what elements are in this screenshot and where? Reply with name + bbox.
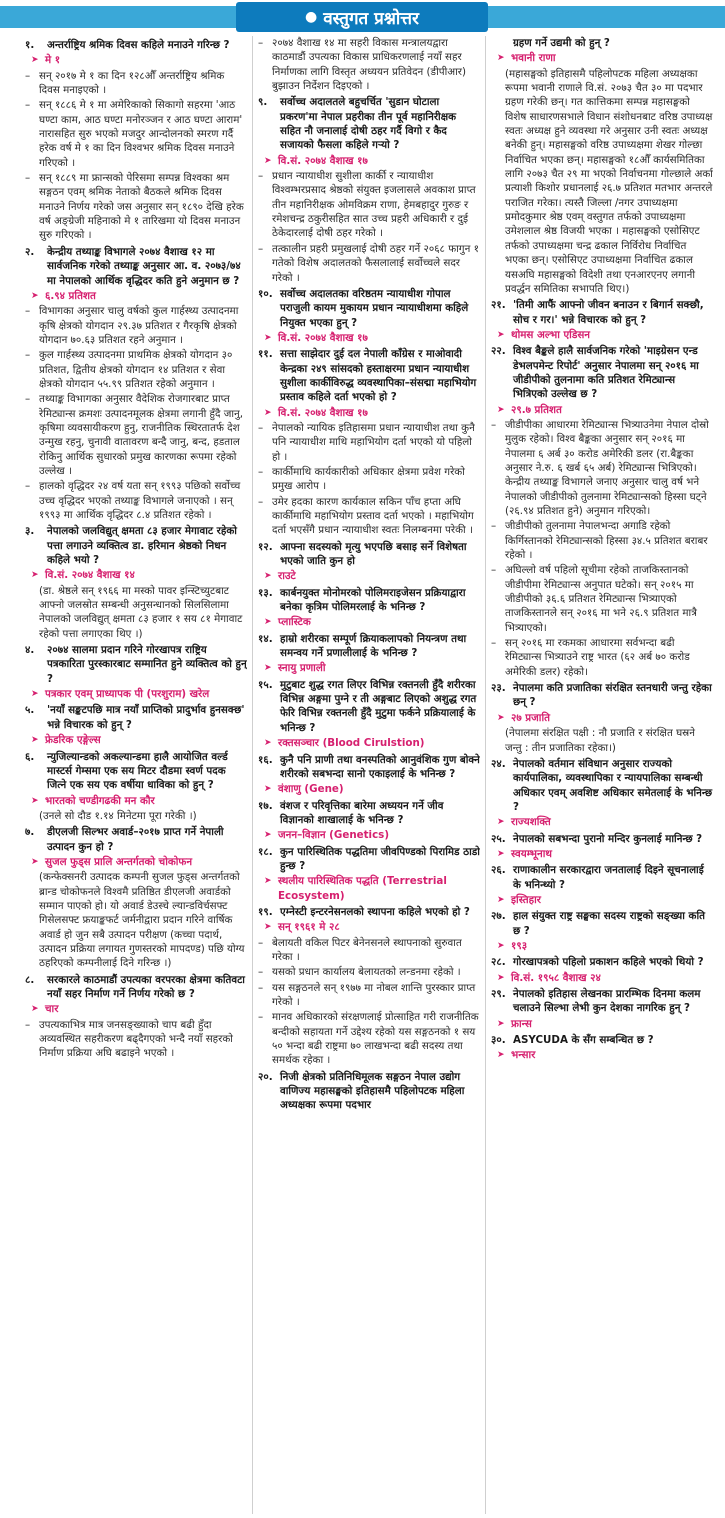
dash-icon: –: [258, 981, 264, 994]
detail-text: यस सङ्गठनले सन् १९७७ मा नोबल शान्ति पुरस्कार प्राप्त गरेको ।: [272, 981, 476, 1008]
question: [258, 540, 480, 569]
answer-text: फ्रान्स: [511, 1017, 532, 1030]
question: [25, 643, 247, 686]
detail-item: [25, 304, 247, 347]
question: [258, 586, 480, 615]
question: [25, 825, 247, 854]
answer: [497, 847, 713, 861]
answer-text: थोमस अल्भा एडिसन: [511, 328, 591, 341]
detail-text: उपत्यकाभित्र मात्र जनसङ्ख्याको चाप बढी हुँदा अव्यवस्थित सहरीकरण बढ्दैगएको भन्दै नयाँ सहरको निर्माण प्रक्रिया अघि बढाइने भएको ।: [39, 1018, 233, 1060]
question-text: 'नयाँ सङ्कटपछि मात्र नयाँ प्राप्तिको प्रादुर्भाव हुनसक्छ' भन्ने विचारक को हुन् ?: [47, 704, 245, 731]
answer: [31, 289, 247, 303]
answer-text: १९३: [511, 939, 528, 952]
answer-text: राज्यशक्ति: [511, 816, 551, 829]
question-number: २६.: [491, 864, 506, 877]
answer-arrow-icon: ➤: [497, 712, 505, 723]
question: [25, 524, 247, 567]
answer-arrow-icon: ➤: [264, 738, 272, 749]
dash-icon: –: [258, 465, 264, 478]
question-number: २५.: [491, 832, 506, 845]
question: [25, 750, 247, 793]
answer-text: भन्सार: [511, 1049, 536, 1062]
answer-arrow-icon: ➤: [497, 1050, 505, 1061]
question: [491, 1033, 713, 1047]
detail-item: [258, 1010, 480, 1067]
answer-arrow-icon: ➤: [31, 290, 39, 301]
answer-text: वि.सं. २०७४ वैशाख १७: [278, 154, 368, 167]
answer-text: वंशाणु (Gene): [278, 783, 344, 796]
detail-text: सन् १८८६ मे १ मा अमेरिकाको सिकागो सहरमा 'आठ घण्टा काम, आठ घण्टा मनोरञ्जन र आठ घण्टा आराम' नारासहित सुरु भएको मजदुर आन्दोलनको स्मरण गर्दै हरेक वर्ष मे १ का दिन विश्वभर श्रमिक दिवस मनाउने गरिएको ।: [39, 99, 243, 169]
dash-icon: –: [491, 564, 497, 577]
explanation-note: (कन्फेक्सनरी उत्पादक कम्पनी सुजल फुड्स अन्तर्गतको ब्रान्ड चोकोफनले विश्वमै प्रतिष्ठित डीएलजी अवार्डको सम्मान पाएको हो। यो अवार्ड डेउस्चे ल्यान्डविर्चसफ्ट गिसेलसफ्ट फ्रयाङ्कफर्ट जर्मनीद्वारा प्रदान गरिने वार्षिक अवार्ड हो जुन सबै उत्पादन परीक्षण (कच्चा पदार्थ, उत्पादन प्रक्रिया लगायत गुणस्तरको मापदण्ड) पछि योग्य ठहरिएको कम्पनीलाई दिने गरिन्छ ।): [39, 871, 245, 970]
answer-arrow-icon: ➤: [497, 1018, 505, 1029]
column-1: [25, 36, 247, 1514]
detail-text: नेपालको न्यायिक इतिहासमा प्रधान न्यायाधीश तथा कुनै पनि न्यायाधीश माथि महाभियोग दर्ता भएको यो पहिलो हो ।: [272, 421, 475, 463]
explanation-note: (नेपालमा संरक्षित पक्षी : नौ प्रजाति र संरक्षित घस्रने जन्तु : तीन प्रजातिका रहेका।): [505, 727, 695, 754]
question-number: २९.: [491, 988, 506, 1000]
detail-item: [25, 171, 247, 243]
question: [258, 632, 480, 661]
explanation-note: (महासङ्घको इतिहासमै पहिलोपटक महिला अध्यक्षका रूपमा भवानी राणाले वि.सं. २०७३ चैत ३० मा पदभार ग्रहण गरेकी छन्। गत कात्तिकमा सम्पन्न महासङ्घको विशेष साधारणसभाले विधान संशोधनबाट वरिष्ठ उपाध्यक्ष स्वतः अध्यक्ष हुने व्यवस्था गरे अनुसार उनी स्वतः अध्यक्ष बनेकी हुन्। महासङ्घको वरिष्ठ उपाध्यक्षमा शेखर गोल्छा निर्वाचित भएका छन्। महासङ्घको १८औँ कार्यसमितिका लागि २०७३ चैत २९ मा भएको निर्वाचनमा गोल्छाले अर्का प्रत्याशी किशोर प्रधानलाई २६.७ प्रतिशत मतभार अन्तरले पराजित गरेका। त्यस्तै जिल्ला /नगर उपाध्यक्षमा प्रमोदकुमार श्रेष्ठ एवम् वस्तुगत तर्फको उपाध्यक्षमा उमेशलाल श्रेष्ठ विजयी भएका । महासङ्घको एसोसिएट तर्फको उपाध्यक्षमा चन्द्र ढकाल निर्विरोध निर्वाचित भएका छन्। एसोसिएट उपाध्यक्षमा निर्वाचित ढकाल यसअघि महासङ्घको विदेशी तथा एनआरएनए लगानी प्रवर्द्धन समितिका सभापति थिए।): [505, 67, 713, 295]
detail-text: कुल गार्हस्थ्य उत्पादनमा प्राथमिक क्षेत्रको योगदान ३० प्रतिशत, द्वितीय क्षेत्रको योगदान १४ प्रतिशत र सेवा क्षेत्रको योगदान ५५.९९ प्रतिशत रहेको अनुमान ।: [39, 349, 233, 390]
detail-item: [491, 418, 713, 518]
question: [25, 973, 247, 1002]
question: [258, 347, 480, 404]
answer: [31, 794, 247, 808]
detail-text: जीडीपीका आधारमा रेमिट्यान्स भित्र्याउनेमा नेपाल दोस्रो मुलुक रहेको। विश्व बैङ्कका अनुसार सन् २०१६ मा नेपालमा ६ अर्ब ३० करोड अमेरिकी डलर (रा.बैङ्कका अनुसार ने.रु. ६ खर्ब ६५ अर्ब) रेमिट्यान्स भित्रिएको। केन्द्रीय तथ्याङ्क विभागले जनाए अनुसार चालु वर्ष भने नेपालको जीडीपीको तुलनामा रेमिट्यान्सको हिस्सा घट्ने (२६.९४ प्रतिशत हुने) अनुमान गरिएको।: [505, 418, 709, 517]
question: [491, 832, 713, 846]
answer: [264, 920, 480, 934]
question: [25, 703, 247, 732]
detail-text: तत्कालीन प्रहरी प्रमुखलाई दोषी ठहर गर्ने २०६८ फागुन १ गतेको विशेष अदालतको फैसलालाई सर्वोच्चले सदर गरेको ।: [272, 242, 479, 284]
dash-icon: –: [491, 418, 497, 431]
answer-text: मे १: [45, 54, 61, 67]
question: [258, 1070, 480, 1113]
answer: [497, 939, 713, 953]
detail-text: हालको वृद्धिदर २४ वर्ष यता सन् १९९३ पछिको सर्वोच्च उच्च वृद्धिदर भएको तथ्याङ्क विभागले जनाएको । सन् १९९३ मा आर्थिक वृद्धिदर ८.४ प्रतिशत रहेको ।: [39, 480, 241, 521]
answer: [264, 331, 480, 345]
answer: [497, 51, 713, 65]
dash-icon: –: [258, 936, 264, 949]
question-number: ४.: [25, 644, 35, 657]
answer-arrow-icon: ➤: [31, 795, 39, 806]
detail-item: [25, 98, 247, 170]
answer-text: २९.७ प्रतिशत: [511, 403, 562, 416]
question-text: कार्बनयुक्त मोनोमरको पोलिमराइजेसन प्रक्रियाद्वारा बनेका कृत्रिम पोलिमरलाई के भनिन्छ ?: [280, 586, 466, 614]
answer: [264, 406, 480, 420]
detail-text: अघिल्लो वर्ष पहिलो सूचीमा रहेको ताजकिस्तानको जीडीपीमा रेमिट्यान्स अनुपात घटेको। सन् २०१५ मा जीडीपीको ३६.६ प्रतिशत रेमिट्यान्स भित्र्याएको ताजकिस्तानले सन् २०१६ मा भने २६.९ प्रतिशत मात्रै भित्र्याएको।: [505, 564, 697, 634]
detail-text: मानव अधिकारको संरक्षणलाई प्रोत्साहित गरी राजनीतिक बन्दीको सहायता गर्ने उद्देश्य रहेको यस सङ्गठनको १ सय ५० भन्दा बढी राष्ट्रमा ७० लाखभन्दा बढी सदस्य तथा समर्थक रहेका ।: [272, 1011, 479, 1067]
answer-text: ६.९४ प्रतिशत: [45, 289, 96, 302]
section-title: [236, 2, 488, 32]
detail-item: [25, 479, 247, 522]
question-number: १७.: [258, 799, 273, 812]
detail-item: [258, 36, 480, 93]
question-number: २०.: [258, 1070, 273, 1083]
answer: [264, 154, 480, 168]
answer: [264, 828, 480, 842]
answer-arrow-icon: ➤: [497, 940, 505, 951]
question-number: २८.: [491, 956, 506, 969]
answer: [31, 53, 247, 67]
detail-item: [258, 936, 480, 965]
answer: [264, 569, 480, 583]
dash-icon: –: [25, 99, 31, 112]
answer-text: सन् १९६१ मे २८: [278, 921, 340, 934]
detail-item: [258, 169, 480, 241]
question-text: निजी क्षेत्रको प्रतिनिधिमूलक सङ्गठन नेपाल उद्योग वाणिज्य महासङ्घको इतिहासमै पहिलोपटक महिला अध्यक्षका रूपमा पदभार: [280, 1070, 465, 1112]
answer-arrow-icon: ➤: [497, 894, 505, 905]
question-text: सत्ता साझेदार दुई दल नेपाली काँग्रेस र माओवादी केन्द्रका २४९ सांसदको हस्ताक्षरमा प्रधान न्यायाधीश सुशीला कार्कीविरुद्ध व्यवस्थापिका–संसद्मा महाभियोग प्रस्ताव कहिले दर्ता भएको हो ?: [280, 348, 477, 404]
bullet-icon: ●: [305, 9, 318, 25]
answer-arrow-icon: ➤: [264, 332, 272, 343]
answer-text: जनन–विज्ञान (Genetics): [278, 829, 390, 842]
detail-text: यसको प्रधान कार्यालय बेलायतको लन्डनमा रहेको ।: [272, 966, 461, 979]
column-divider: [252, 36, 253, 1514]
question-text: सर्वोच्च अदालतका वरिष्ठतम न्यायाधीश गोपाल पराजुली कायम मुकायम प्रधान न्यायाधीशमा कहिले नियुक्त भएका हुन् ?: [280, 287, 469, 329]
question-text: नेपालको सबभन्दा पुरानो मन्दिर कुनलाई मानिन्छ ?: [513, 832, 703, 845]
answer-arrow-icon: ➤: [264, 617, 272, 628]
answer-text: स्नायु प्रणाली: [278, 662, 326, 675]
question: [491, 863, 713, 892]
detail-item: [258, 981, 480, 1010]
question-text: डीएलजी सिल्भर अवार्ड–२०१७ प्राप्त गर्ने नेपाली उत्पादन कुन हो ?: [47, 826, 224, 853]
question-text: नेपालको इतिहास लेखनका प्रारम्भिक दिनमा कलम चलाउने सिल्भा लेभी कुन देशका नागरिक हुन् ?: [513, 988, 701, 1015]
answer: [264, 736, 480, 750]
dash-icon: –: [25, 393, 31, 406]
dash-icon: –: [25, 305, 31, 318]
question-number: १४.: [258, 632, 273, 645]
answer: [497, 971, 713, 985]
answer: [31, 1002, 247, 1016]
detail-item: [25, 392, 247, 478]
question: [258, 95, 480, 152]
question-text: एम्नेस्टी इन्टरनेसनलको स्थापना कहिले भएको हो ?: [280, 905, 470, 918]
dash-icon: –: [258, 421, 264, 434]
answer: [264, 615, 480, 629]
answer-arrow-icon: ➤: [264, 784, 272, 795]
answer: [497, 1017, 713, 1031]
question-number: ८.: [25, 973, 35, 986]
question-text: विश्व बैङ्कले हालै सार्वजनिक गरेको 'माइग्रेसन एन्ड डेभलपमेन्ट रिपोर्ट' अनुसार नेपालमा सन् २०१६ मा जीडीपीको तुलनामा कति प्रतिशत रेमिट्यान्स भित्रिएको उल्लेख छ ?: [513, 345, 699, 401]
answer-text: चार: [45, 1003, 59, 1016]
question: [258, 753, 480, 782]
question: [258, 799, 480, 828]
dash-icon: –: [25, 69, 31, 82]
question: [258, 905, 480, 919]
answer: [31, 855, 247, 869]
answer-arrow-icon: ➤: [31, 55, 39, 66]
question-number: ३.: [25, 525, 35, 538]
answer-arrow-icon: ➤: [497, 848, 505, 859]
detail-item: [258, 242, 480, 285]
question-text: अन्तर्राष्ट्रिय श्रमिक दिवस कहिले मनाउने गरिन्छ ?: [47, 39, 230, 51]
detail-text: २०७४ वैशाख १४ मा सहरी विकास मन्त्रालयद्वारा काठमाडौं उपत्यका विकास प्राधिकरणलाई नयाँ सहर निर्माणका लागि विस्तृत अध्ययन प्रतिवेदन (डीपीआर) बुझाउन निर्देशन दिइएको ।: [272, 37, 466, 93]
answer-text: फ्रेडरिक एङ्गेल्स: [45, 734, 101, 747]
question-text: सरकारले काठमाडौं उपत्यका वरपरका क्षेत्रमा कतिवटा नयाँ सहर निर्माण गर्ने निर्णय गरेको छ ?: [47, 973, 245, 1000]
question-text: गोरखापत्रको पहिलो प्रकाशन कहिले भएको थियो ?: [513, 956, 704, 969]
answer: [497, 1048, 713, 1062]
question-number: १२.: [258, 540, 273, 553]
question-number: २७.: [491, 910, 506, 923]
dash-icon: –: [258, 966, 264, 979]
answer-text: भवानी राणा: [511, 52, 556, 65]
answer-arrow-icon: ➤: [31, 689, 39, 700]
question-text: नेपालको वर्तमान संविधान अनुसार राज्यको कार्यपालिका, व्यवस्थापिका र न्यायपालिका सम्बन्धी अधिकार एवम् अवशिष्ट अधिकार समेतलाई के भनिन्छ ?: [513, 757, 713, 813]
answer-text: रक्तसञ्चार (Blood Cirulstion): [278, 737, 425, 750]
question-text: कुन पारिस्थितिक पद्धतिमा जीवपिण्डको पिरामिड ठाडो हुन्छ ?: [280, 845, 480, 872]
answer-text: वि.सं. १९५८ वैशाख २४: [511, 971, 601, 984]
dash-icon: –: [258, 242, 264, 255]
detail-item: [25, 348, 247, 391]
answer: [264, 874, 480, 903]
question-number: २२.: [491, 345, 506, 358]
answer: [497, 893, 713, 907]
answer-text: वि.सं. २०७४ वैशाख १४: [45, 569, 135, 582]
detail-text: जीडीपीको तुलनामा नेपालभन्दा अगाडि रहेको किर्गिस्तानको रेमिट्यान्सको हिस्सा ३४.५ प्रतिशत बराबर रहेको ।: [505, 520, 708, 562]
question: [258, 845, 480, 874]
question: [491, 987, 713, 1016]
question-number: ७.: [25, 826, 35, 839]
dash-icon: –: [491, 637, 497, 650]
detail-item: [491, 563, 713, 635]
detail-item: [258, 965, 480, 979]
question-number: २.: [25, 245, 35, 258]
question-number: १९.: [258, 905, 273, 918]
question-text: कुनै पनि प्राणी तथा वनस्पतिको आनुवंशिक गुण बोक्ने शरीरको सबभन्दा सानो एकाइलाई के भनिन्छ ?: [280, 753, 480, 780]
answer-arrow-icon: ➤: [264, 155, 272, 166]
answer-arrow-icon: ➤: [497, 404, 505, 415]
answer-arrow-icon: ➤: [31, 856, 39, 867]
answer-arrow-icon: ➤: [31, 1004, 39, 1015]
answer-arrow-icon: ➤: [31, 570, 39, 581]
answer-text: २७ प्रजाति: [511, 711, 550, 724]
dash-icon: –: [25, 1018, 31, 1031]
answer-text: भारतको चण्डीगढकी मन कौर: [45, 794, 155, 807]
question: [258, 678, 480, 735]
question-number: २३.: [491, 682, 506, 695]
answer-text: इस्तिहार: [511, 893, 541, 906]
detail-text: बेलायती वकिल पिटर बेनेनसनले स्थापनाको सुरुवात गरेका ।: [272, 936, 462, 963]
question-text: वंशज र परिवृत्तिका बारेमा अध्ययन गर्ने जीव विज्ञानको शाखालाई के भनिन्छ ?: [280, 799, 444, 826]
answer-text: वि.सं. २०७४ वैशाख १७: [278, 406, 368, 419]
question-text: २०७४ सालमा प्रदान गरिने गोरखापत्र राष्ट्रिय पत्रकारिता पुरस्कारबाट सम्मानित हुने व्यक्तित्व को हुन् ?: [47, 644, 247, 685]
answer-arrow-icon: ➤: [264, 830, 272, 841]
detail-item: [258, 421, 480, 464]
detail-item: [491, 636, 713, 679]
section-title-text: वस्तुगत प्रश्नोत्तर: [323, 8, 419, 29]
answer-arrow-icon: ➤: [264, 922, 272, 933]
answer-text: सुजल फुड्स प्रालि अन्तर्गतको चोकोफन: [45, 855, 193, 868]
answer-arrow-icon: ➤: [264, 407, 272, 418]
column-2: [258, 36, 480, 1514]
detail-text: सन् २०१६ मा रकमका आधारमा सर्वभन्दा बढी रेमिट्यान्स भित्र्याउने राष्ट्र भारत (६२ अर्ब ७० करोड अमेरिकी डलर) रहेको।: [505, 637, 690, 678]
answer-arrow-icon: ➤: [497, 329, 505, 340]
question-text: नेपालको जलविद्युत् क्षमता ८३ हजार मेगावाट रहेको पत्ता लगाउने व्यक्तित्व डा. हरिमान श्रेष्ठको निधन कहिले भयो ?: [47, 525, 237, 567]
answer-arrow-icon: ➤: [497, 972, 505, 983]
question-number: १५.: [258, 678, 273, 691]
dash-icon: –: [258, 495, 264, 508]
answer: [497, 403, 713, 417]
answer: [264, 782, 480, 796]
question-text: 'तिमी आफैं आफ्नो जीवन बनाउन र बिगार्न सक्छौ, सोच र गर।' भन्ने विचारक को हुन् ?: [513, 299, 704, 326]
answer-arrow-icon: ➤: [264, 571, 272, 582]
detail-item: [25, 69, 247, 98]
detail-text: प्रधान न्यायाधीश सुशीला कार्की र न्यायाधीश विश्वम्भरप्रसाद श्रेष्ठको संयुक्त इजलासले अवकाश प्राप्त तीन महानिरीक्षक ओमविक्रम राणा, हेमबहादुर गुरुङ र रमेशचन्द्र ठकुरीसहित सात उच्च प्रहरी अधिकारी र दुई ठेकेदारलाई दोषी ठहर गरेको ।: [272, 170, 476, 240]
question: [491, 298, 713, 327]
answer-arrow-icon: ➤: [264, 663, 272, 674]
answer: [497, 328, 713, 342]
question-number: १.: [25, 39, 35, 51]
detail-text: तथ्याङ्क विभागका अनुसार वैदेशिक रोजगारबाट प्राप्त रेमिट्यान्स क्रमशः उत्पादनमूलक क्षेत्रमा लगानी हुँदै जानु, कृषिमा व्यवसायीकरण हुनु, राजनीतिक स्थिरतातर्फ देश उन्मुख रहनु, चुनावी वातावरण बन्दै जानु, बन्द, हडताल रोकिनु आर्थिक सुधारको प्रमुख कारणका रूपमा रहेको उल्लेख ।: [39, 393, 244, 477]
question: [491, 955, 713, 969]
question: [25, 245, 247, 288]
question-text: सर्वोच्च अदालतले बहुचर्चित 'सुडान घोटाला प्रकरण'मा नेपाल प्रहरीका तीन पूर्व महानिरीक्षक सहित नौ जनालाई दोषी ठहर गर्दै विगो र कैद सजायको फैसला कहिले गऱ्यो ?: [280, 96, 456, 152]
answer: [31, 687, 247, 701]
answer-text: वि.सं. २०७४ वैशाख १७: [278, 331, 368, 344]
dash-icon: –: [491, 520, 497, 533]
question-number: १८.: [258, 845, 273, 858]
column-divider: [485, 36, 486, 1514]
question: [491, 681, 713, 710]
question: [25, 38, 247, 52]
column-3: [491, 36, 713, 1514]
question-number: १०.: [258, 287, 273, 300]
answer-text: राउटे: [278, 570, 296, 583]
question-text: ग्रहण गर्ने उद्यमी को हुन् ?: [513, 37, 610, 49]
question: [491, 757, 713, 814]
detail-text: कार्कीमाथि कार्यकारीको अधिकार क्षेत्रमा प्रवेश गरेको प्रमुख आरोप ।: [272, 465, 465, 493]
question: [491, 344, 713, 401]
question-text: राणाकालीन सरकारद्वारा जनतालाई दिइने सूचनालाई के भनिन्थ्यो ?: [513, 864, 704, 891]
question-number: २४.: [491, 757, 506, 770]
detail-text: उमेर हदका कारण कार्यकाल सकिन पाँच हप्ता अघि कार्कीमाथि महाभियोग प्रस्ताव दर्ता भएको । महाभियोग दर्ता भएसँगै प्रधान न्यायाधीश स्वतः निलम्बनमा परेकी ।: [272, 495, 474, 537]
dash-icon: –: [258, 37, 264, 49]
dash-icon: –: [25, 172, 31, 185]
detail-text: विभागका अनुसार चालु वर्षको कुल गार्हस्थ्य उत्पादनमा कृषि क्षेत्रको योगदान २९.३७ प्रतिशत र गैरकृषि क्षेत्रको योगदान ७०.६३ प्रतिशत रहने अनुमान ।: [39, 305, 239, 346]
answer: [497, 815, 713, 829]
answer-text: स्वयम्भूनाथ: [511, 847, 552, 860]
answer: [31, 568, 247, 582]
answer-arrow-icon: ➤: [264, 876, 272, 887]
question: [258, 287, 480, 330]
answer: [264, 661, 480, 675]
answer-text: पत्रकार एवम् प्राध्यापक पी (परशुराम) खरेल: [45, 688, 210, 701]
question-text: मुटुबाट शुद्ध रगत लिएर विभिन्न रक्तनली हुँदै शरीरका विभिन्न अङ्गमा पुग्ने र ती अङ्गबाट लिएको अशुद्ध रगत फेरि विभिन्न रक्तनली हुँदै मुटुमा फर्कने प्रक्रियालाई के भनिन्छ ?: [280, 678, 477, 734]
answer-arrow-icon: ➤: [31, 735, 39, 746]
dash-icon: –: [25, 480, 31, 493]
answer: [497, 711, 713, 725]
detail-item: [258, 465, 480, 494]
detail-text: सन् १८८९ मा फ्रान्सको पेरिसमा सम्पन्न विश्वका श्रम सङ्गठन एवम् श्रमिक नेताको बैठकले श्रमिक दिवस मनाउने निर्णय गरेको जस अनुसार सन् १८९० देखि हरेक वर्ष अङ्ग्रेजी महिनाको मे १ तारिखमा यो दिवस मनाउन सुरु गरिएको ।: [39, 172, 244, 242]
question-number: ३०.: [491, 1034, 506, 1047]
question-number: ११.: [258, 348, 273, 361]
detail-item: [25, 1018, 247, 1061]
question-text: आफ्ना सदस्यको मृत्यु भएपछि बसाइ सर्ने विशेषता भएको जाति कुन हो: [280, 540, 467, 568]
question-text: केन्द्रीय तथ्याङ्क विभागले २०७४ वैशाख १२ मा सार्वजनिक गरेको तथ्याङ्क अनुसार आ. व. २०७३/७४ मा नेपालको आर्थिक वृद्धिदर कति हुने अनुमान छ ?: [47, 245, 241, 287]
detail-text: सन् २०१७ मे १ का दिन १२८औँ अन्तर्राष्ट्रिय श्रमिक दिवस मनाइएको ।: [39, 69, 225, 97]
question-number: १३.: [258, 586, 273, 599]
answer-arrow-icon: ➤: [497, 817, 505, 828]
answer: [31, 733, 247, 747]
detail-item: [258, 495, 480, 538]
dash-icon: –: [25, 349, 31, 362]
question-number: ९.: [258, 96, 268, 109]
question-text: हाल संयुक्त राष्ट्र सङ्घका सदस्य राष्ट्रको सङ्ख्या कति छ ?: [513, 910, 705, 937]
question-number: ५.: [25, 704, 35, 717]
question-number: २१.: [491, 299, 506, 312]
dash-icon: –: [258, 1011, 264, 1024]
question-text: नेपालमा कति प्रजातिका संरक्षित स्तनधारी जन्तु रहेका छन् ?: [513, 682, 712, 709]
explanation-note: (डा. श्रेष्ठले सन् १९६६ मा मस्को पावर इन्स्टिच्युटबाट आफ्नो जलस्रोत सम्बन्धी अनुसन्धानको सिलसिलामा नेपालको जलविद्युत् क्षमता ८३ हजार १ सय ८१ मेगावाट रहेको पत्ता लगाएका थिए ।): [39, 584, 243, 640]
explanation-note: (उनले सो दौड १.१४ मिनेटमा पूरा गरेकी ।): [39, 809, 197, 822]
question: [491, 909, 713, 938]
question-number: १६.: [258, 753, 273, 766]
question-text: ASYCUDA के सँग सम्बन्धित छ ?: [513, 1034, 654, 1047]
question-number: ६.: [25, 750, 35, 763]
dash-icon: –: [258, 170, 264, 183]
answer-text: स्थलीय पारिस्थितिक पद्धति (Terrestrial Ecosystem): [278, 875, 447, 902]
question-text: न्युजिल्यान्डको अकल्यान्डमा हालै आयोजित वर्ल्ड मास्टर्स गेम्समा एक सय मिटर दौडमा स्वर्ण पदक जित्ने एक सय एक वर्षीया धाविका को हुन् ?: [47, 750, 228, 792]
detail-item: [491, 519, 713, 562]
answer-arrow-icon: ➤: [497, 53, 505, 64]
question-text: हाम्रो शरीरका सम्पूर्ण क्रियाकलापको नियन्त्रण तथा समन्वय गर्ने प्रणालीलाई के भनिन्छ ?: [280, 632, 467, 660]
answer-text: प्लास्टिक: [278, 616, 311, 629]
